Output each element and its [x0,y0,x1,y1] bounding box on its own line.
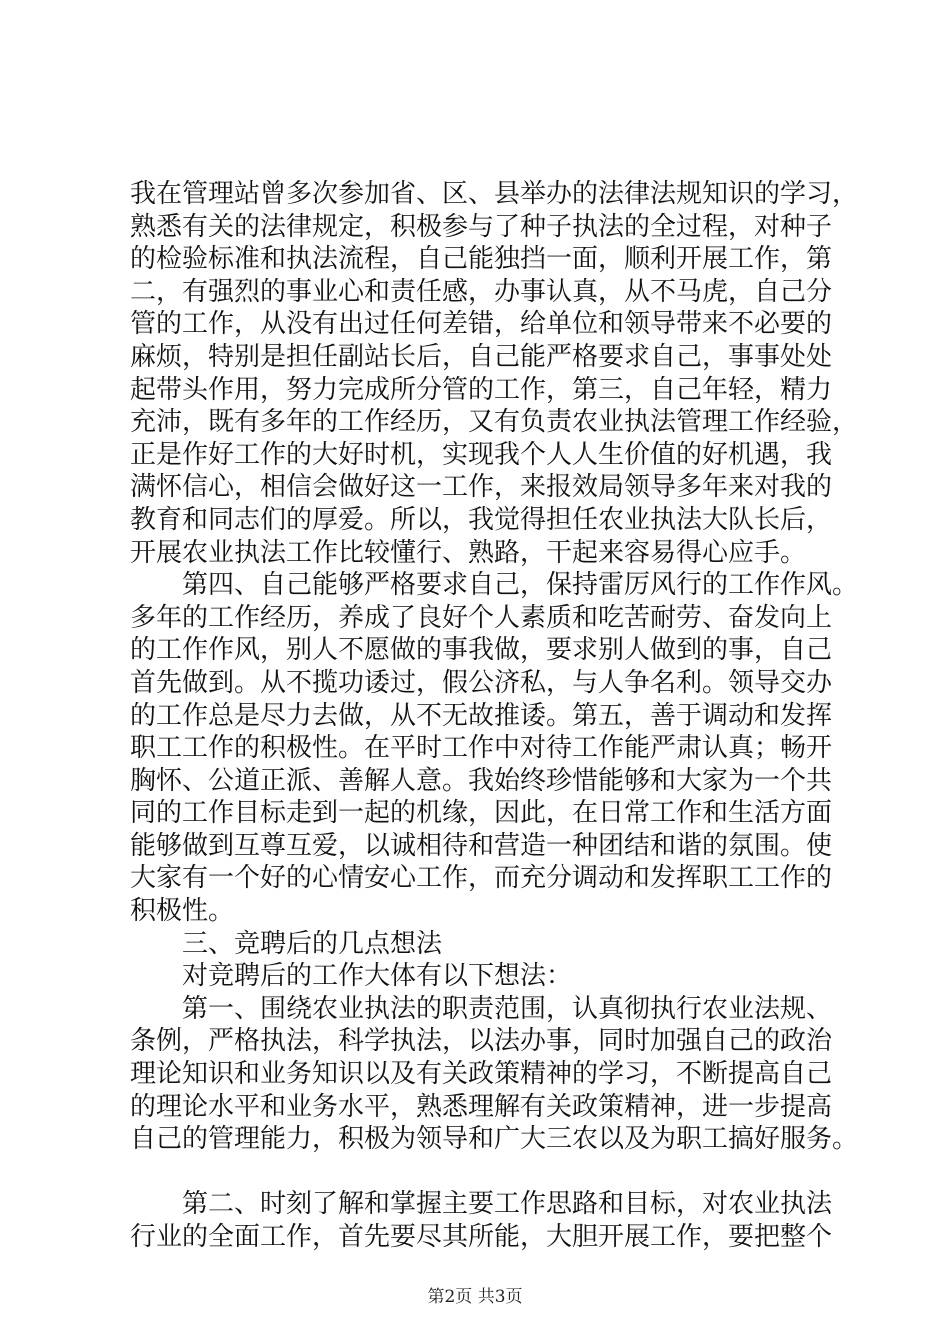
text-line: 三、竞聘后的几点想法 [182,928,443,959]
document-body [130,178,859,1254]
text-line: 第一、围绕农业执法的职责范围，认真彻执行农业法规、 [182,993,833,1024]
text-line: 对竞聘后的工作大体有以下想法： [182,961,573,992]
text-line: 条例，严格执法，科学执法，以法办事，同时加强自己的政治 [130,1026,833,1057]
text-line: 第二、时刻了解和掌握主要工作思路和目标，对农业执法 [182,1189,833,1220]
text-line: 职工工作的积极性。在平时工作中对待工作能严肃认真；畅开 [130,733,833,764]
text-line: 充沛，既有多年的工作经历，又有负责农业执法管理工作经验， [130,407,859,438]
text-line: 多年的工作经历，养成了良好个人素质和吃苦耐劳、奋发向上 [130,602,833,633]
text-line: 行业的全面工作，首先要尽其所能，大胆开展工作，要把整个 [130,1222,833,1252]
text-line: 第四、自己能够严格要求自己，保持雷厉风行的工作作风。 [182,570,859,601]
text-line: 胸怀、公道正派、善解人意。我始终珍惜能够和大家为一个共 [130,765,833,796]
text-line: 自己的管理能力，积极为领导和广大三农以及为职工搞好服务。 [130,1124,859,1155]
text-line: 正是作好工作的大好时机，实现我个人人生价值的好机遇，我 [130,439,833,470]
text-line: 的工作总是尽力去做，从不无故推诿。第五，善于调动和发挥 [130,700,833,731]
text-line: 积极性。 [130,896,235,927]
text-line: 二，有强烈的事业心和责任感，办事认真，从不马虎，自己分 [130,276,833,307]
text-line: 教育和同志们的厚爱。所以，我觉得担任农业执法大队长后， [130,504,833,535]
text-line: 大家有一个好的心情安心工作，而充分调动和发挥职工工作的 [130,863,833,894]
blank-line [130,1156,830,1189]
text-line: 理论知识和业务知识以及有关政策精神的学习，不断提高自己 [130,1059,833,1090]
page-footer: 第2页 共3页 [427,1287,523,1307]
text-line: 能够做到互尊互爱，以诚相待和营造一种团结和谐的氛围。使 [130,830,833,861]
text-line: 满怀信心，相信会做好这一工作，来报效局领导多年来对我的 [130,472,833,503]
text-line: 首先做到。从不揽功诿过，假公济私，与人争名利。领导交办 [130,667,833,698]
text-line: 管的工作，从没有出过任何差错，给单位和领导带来不必要的 [130,309,833,340]
text-line: 同的工作目标走到一起的机缘，因此，在日常工作和生活方面 [130,798,833,829]
text-line: 起带头作用，努力完成所分管的工作，第三，自己年轻，精力 [130,374,833,405]
text-line: 的检验标准和执法流程，自己能独挡一面，顺利开展工作，第 [130,244,833,275]
text-line: 的工作作风，别人不愿做的事我做，要求别人做到的事，自己 [130,635,833,666]
text-line: 的理论水平和业务水平，熟悉理解有关政策精神，进一步提高 [130,1091,833,1122]
text-line: 我在管理站曾多次参加省、区、县举办的法律法规知识的学习， [130,179,859,209]
text-line: 开展农业执法工作比较懂行、熟路，干起来容易得心应手。 [130,537,807,568]
text-line: 麻烦，特别是担任副站长后，自己能严格要求自己，事事处处 [130,341,833,372]
text-line: 熟悉有关的法律规定，积极参与了种子执法的全过程，对种子 [130,211,833,242]
